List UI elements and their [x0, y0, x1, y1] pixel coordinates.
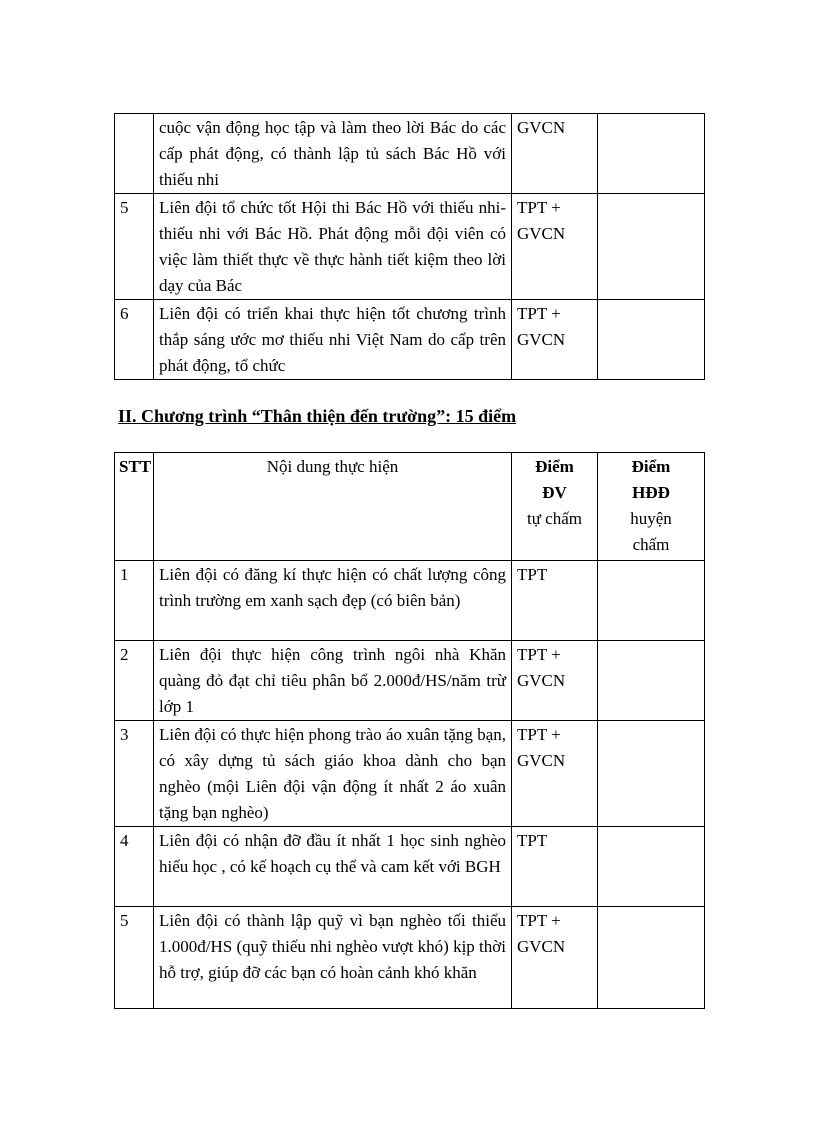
responsible-party: TPT — [512, 561, 598, 641]
criteria-table-section-2 — [114, 452, 705, 1009]
table-header-row — [115, 453, 705, 561]
row-number — [115, 114, 154, 194]
responsible-party: TPT + GVCN — [512, 300, 598, 380]
task-description: Liên đội tổ chức tốt Hội thi Bác Hồ với thiếu nhi-thiếu nhi với Bác Hồ. Phát động mỗi đội viên có việc làm thiết thực về thực hành tiết kiệm theo lời dạy của Bác — [154, 194, 512, 300]
task-description: Liên đội có thực hiện phong trào áo xuân tặng bạn, có xây dựng tủ sách giáo khoa dành cho bạn nghèo (mội Liên đội vận động ít nhất 2 áo xuân tặng bạn nghèo) — [154, 721, 512, 827]
score-cell — [598, 114, 705, 194]
header-label: huyện — [630, 509, 672, 528]
task-description: Liên đội có thành lập quỹ vì bạn nghèo tối thiểu 1.000đ/HS (quỹ thiếu nhi nghèo vượt khó) kịp thời hỗ trợ, giúp đỡ các bạn có hoàn cảnh khó khăn — [154, 907, 512, 1009]
column-header-content: Nội dung thực hiện — [154, 453, 512, 561]
score-cell — [598, 721, 705, 827]
table-row — [115, 827, 705, 907]
row-number: 1 — [115, 561, 154, 641]
responsible-party: TPT + GVCN — [512, 721, 598, 827]
column-header-district-score — [598, 453, 705, 561]
row-number: 4 — [115, 827, 154, 907]
header-label: ĐV — [542, 483, 567, 502]
header-label: chấm — [632, 535, 670, 554]
table-row — [115, 907, 705, 1009]
responsible-party: TPT — [512, 827, 598, 907]
row-number: 5 — [115, 907, 154, 1009]
header-label: tự chấm — [526, 509, 582, 528]
table-row — [115, 300, 705, 380]
score-cell — [598, 194, 705, 300]
column-header-stt: STT — [115, 453, 154, 561]
criteria-table-section-1 — [114, 113, 705, 380]
column-header-unit-score — [512, 453, 598, 561]
responsible-party: GVCN — [512, 114, 598, 194]
table-row — [115, 641, 705, 721]
score-cell — [598, 827, 705, 907]
header-label: HĐĐ — [632, 483, 670, 502]
task-description: Liên đội có nhận đỡ đầu ít nhất 1 học sinh nghèo hiếu học , có kế hoạch cụ thể và cam kết với BGH — [154, 827, 512, 907]
task-description: cuộc vận động học tập và làm theo lời Bác do các cấp phát động, có thành lập tủ sách Bác Hồ với thiếu nhi — [154, 114, 512, 194]
score-cell — [598, 561, 705, 641]
table-row — [115, 561, 705, 641]
table-row — [115, 194, 705, 300]
responsible-party: TPT + GVCN — [512, 641, 598, 721]
row-number: 3 — [115, 721, 154, 827]
header-label: Điểm — [631, 457, 671, 476]
score-cell — [598, 907, 705, 1009]
row-number: 2 — [115, 641, 154, 721]
row-number: 6 — [115, 300, 154, 380]
responsible-party: TPT + GVCN — [512, 194, 598, 300]
score-cell — [598, 641, 705, 721]
score-cell — [598, 300, 705, 380]
task-description: Liên đội có triển khai thực hiện tốt chương trình thắp sáng ước mơ thiếu nhi Việt Nam do cấp trên phát động, tổ chức — [154, 300, 512, 380]
task-description: Liên đội thực hiện công trình ngôi nhà Khăn quàng đỏ đạt chỉ tiêu phân bổ 2.000đ/HS/năm trừ lớp 1 — [154, 641, 512, 721]
table-row — [115, 114, 705, 194]
task-description: Liên đội có đăng kí thực hiện có chất lượng công trình trường em xanh sạch đẹp (có biên bản) — [154, 561, 512, 641]
header-label: Điểm — [535, 457, 574, 476]
row-number: 5 — [115, 194, 154, 300]
responsible-party: TPT + GVCN — [512, 907, 598, 1009]
table-row — [115, 721, 705, 827]
section-heading: II. Chương trình “Thân thiện đến trường”: 15 điểm — [118, 406, 517, 426]
